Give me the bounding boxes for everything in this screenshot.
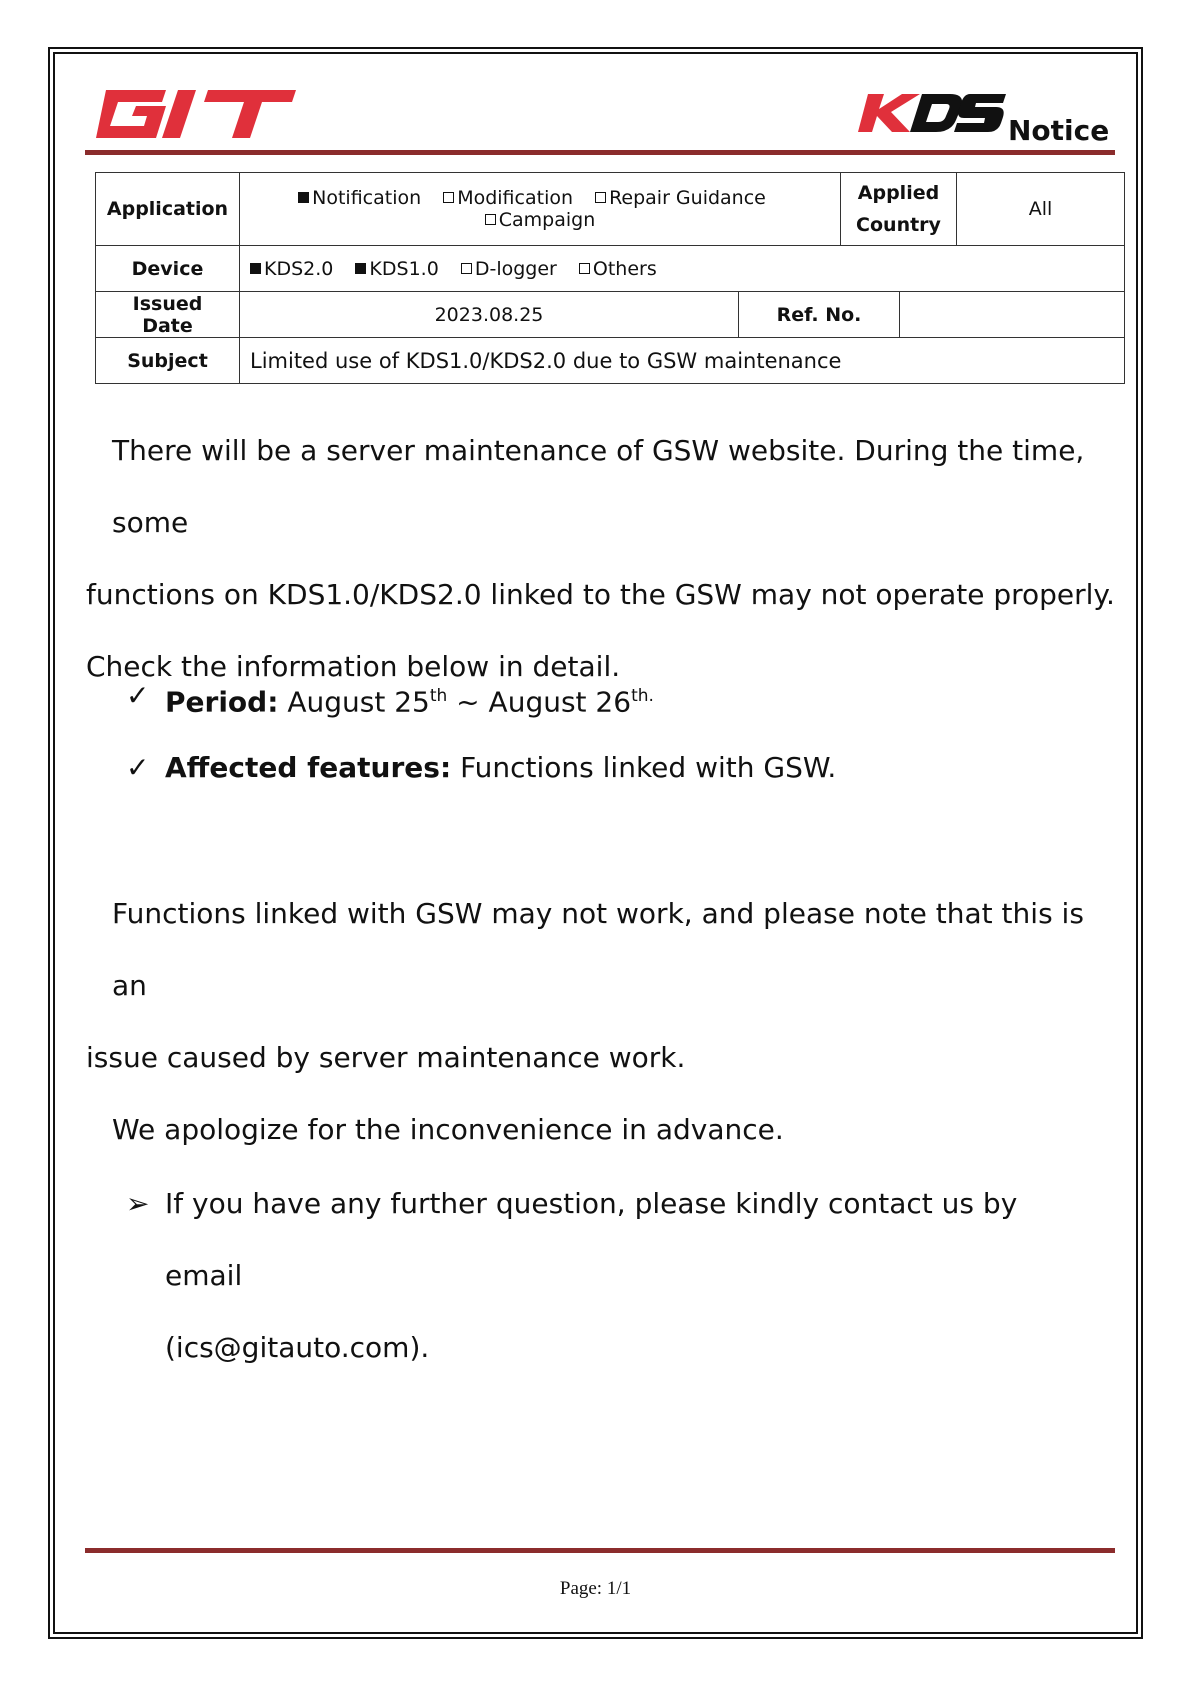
footer-divider <box>85 1548 1115 1553</box>
affected-features-item: Affected features: Functions linked with GSW. <box>165 751 837 784</box>
device-row <box>96 246 1125 292</box>
ref-no-label: Ref. No. <box>739 292 900 337</box>
device-kds2: KDS2.0 <box>250 258 333 280</box>
application-row <box>96 173 1125 246</box>
option-modification: Modification <box>443 187 573 209</box>
issued-date-value: 2023.08.25 <box>240 292 739 337</box>
application-options <box>240 173 841 246</box>
checkmark-icon: ✓ <box>126 751 150 784</box>
unchecked-box-icon <box>579 263 590 274</box>
device-label: Device <box>96 246 240 292</box>
apology-line: We apologize for the inconvenience in advance. <box>112 1113 784 1146</box>
unchecked-box-icon <box>485 214 496 225</box>
subject-label: Subject <box>96 338 240 384</box>
checked-box-icon <box>250 263 261 274</box>
contact-item: If you have any further question, please kindly contact us by email (ics@gitauto.com). <box>165 1168 1095 1384</box>
applied-country-label: Applied Country <box>841 173 957 246</box>
option-notification: Notification <box>298 187 421 209</box>
unchecked-box-icon <box>595 192 606 203</box>
issued-date-label: Issued Date <box>96 292 240 338</box>
git-logo <box>88 84 298 144</box>
device-kds1: KDS1.0 <box>355 258 438 280</box>
intro-paragraph: There will be a server maintenance of GSW website. During the time, some functions on KDS1.0/KDS2.0 linked to the GSW may not operate properly. Check the information below in detail. <box>86 434 1115 683</box>
note-paragraph: Functions linked with GSW may not work, and please note that this is an issue caused by server maintenance work. We apologize for the inconvenience in advance. <box>86 878 1116 1166</box>
checked-box-icon <box>298 192 309 203</box>
ref-no-value <box>900 292 1125 337</box>
header-divider <box>85 150 1115 155</box>
kds-logo <box>858 90 1008 136</box>
notice-title: Notice <box>1008 114 1110 147</box>
subject-row <box>96 338 1125 384</box>
option-campaign: Campaign <box>485 209 596 231</box>
checkmark-icon: ✓ <box>126 679 150 712</box>
page-number: Page: 1/1 <box>559 1578 632 1599</box>
notice-info-table <box>95 172 1125 384</box>
unchecked-box-icon <box>443 192 454 203</box>
issued-date-row <box>96 292 1125 338</box>
device-others: Others <box>579 258 657 280</box>
applied-country-value: All <box>957 173 1125 246</box>
option-repair-guidance: Repair Guidance <box>595 187 766 209</box>
period-item: Period: August 25th ~ August $26^{th.}$ <box>165 685 654 719</box>
application-label: Application <box>96 173 240 246</box>
device-options <box>240 246 1125 292</box>
unchecked-box-icon <box>461 263 472 274</box>
checked-box-icon <box>355 263 366 274</box>
arrow-bullet-icon: ➢ <box>126 1187 150 1220</box>
device-d-logger: D-logger <box>461 258 557 280</box>
subject-value: Limited use of KDS1.0/KDS2.0 due to GSW maintenance <box>240 338 1125 384</box>
contact-email: (ics@gitauto.com). <box>165 1331 430 1364</box>
